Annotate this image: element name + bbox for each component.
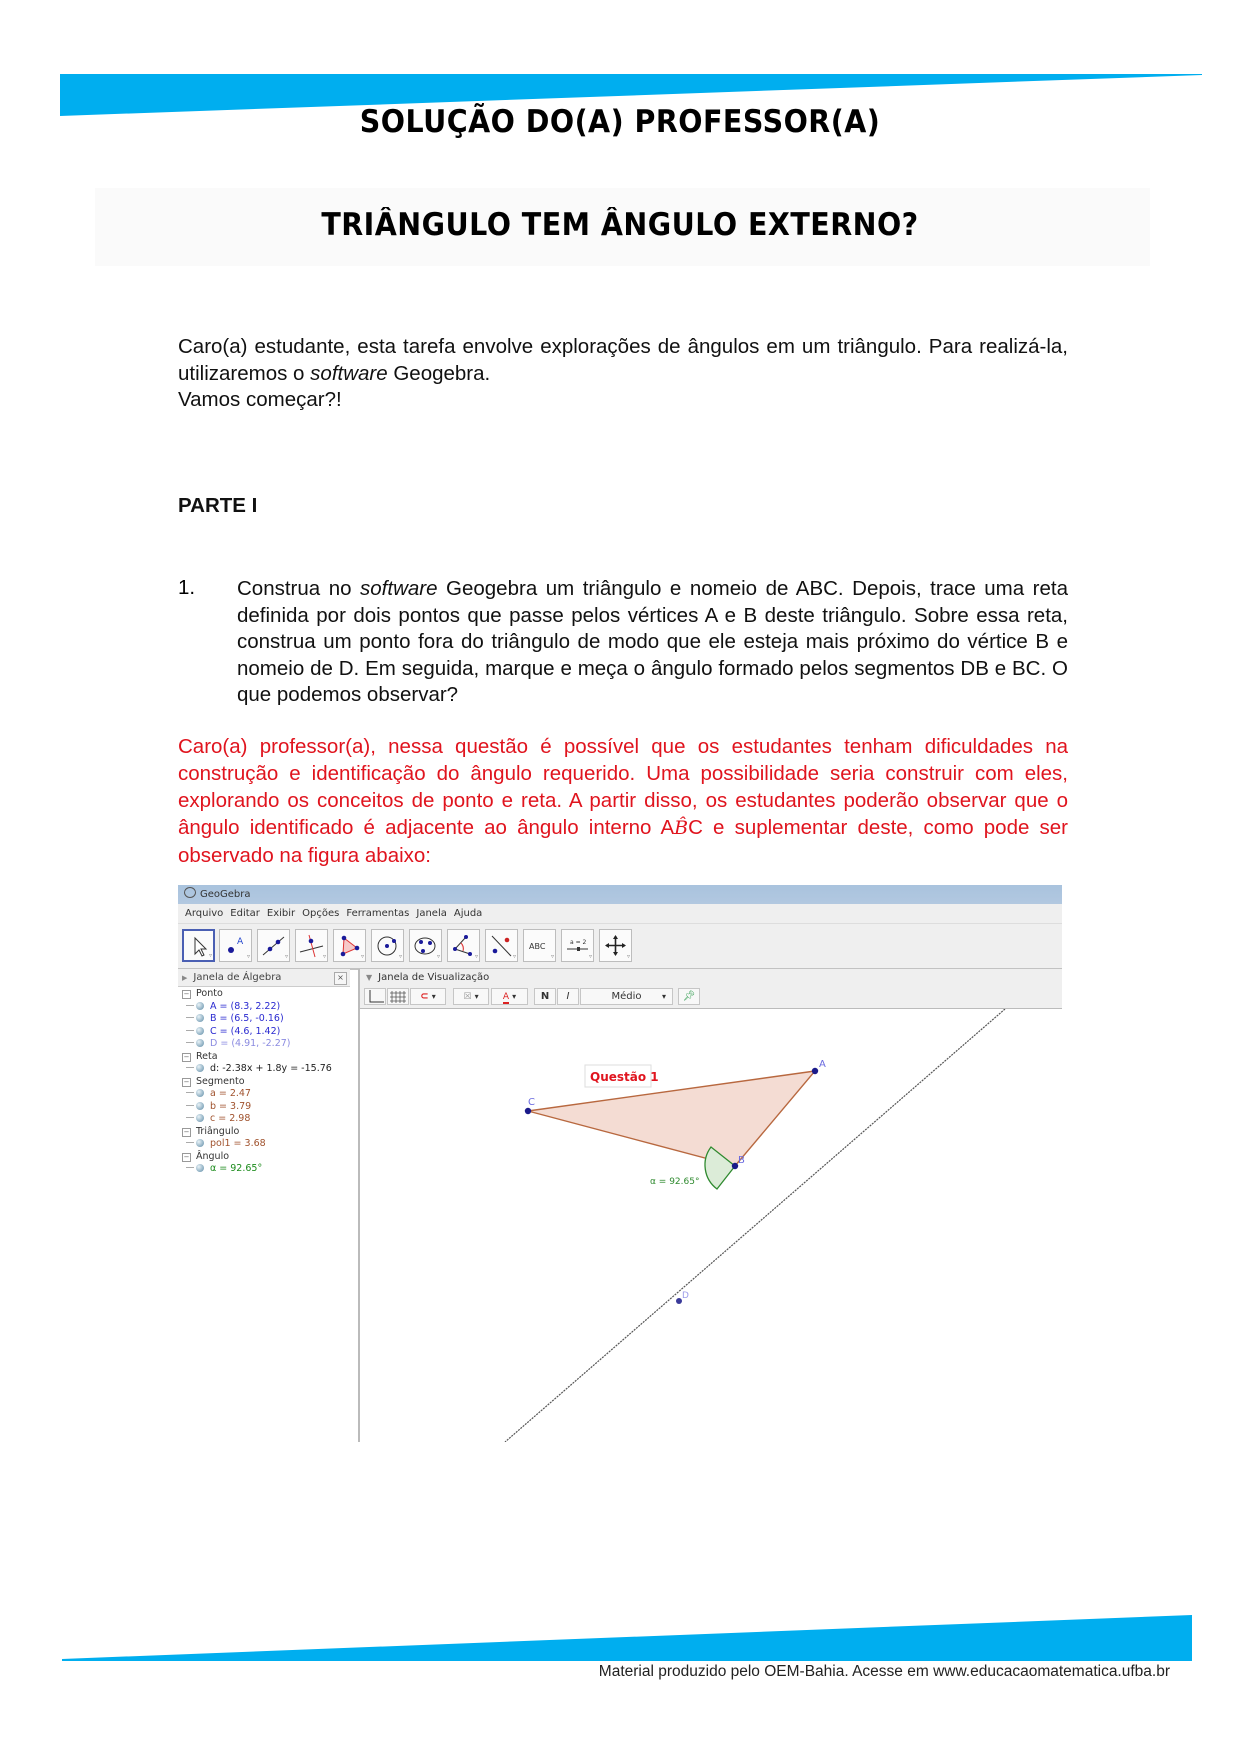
text-tool-button[interactable]: ABC ▿	[523, 929, 556, 962]
toggle-axes-button[interactable]	[364, 988, 386, 1005]
graphics-view[interactable]	[360, 1009, 1062, 1442]
text-size-dropdown[interactable]	[580, 988, 673, 1005]
teacher-note-start: Caro(a) professor(a), nessa questão é possível que os estudantes tenham dificuldades na construção e identificação do ângulo requerido. Uma possibilidade seria construir com eles, explorando os conceitos de ponto e reta. A partir disso, os estudantes poderão observar que o ângulo identificado é adjacente ao ângulo interno A	[178, 735, 1068, 839]
collapse-icon[interactable]: −	[183, 1127, 190, 1136]
intro-text-end: Geogebra.	[387, 361, 491, 385]
dropdown-arrow-icon: ▾	[512, 992, 517, 1001]
point-icon	[223, 933, 248, 958]
dropdown-arrow-icon: ▾	[431, 992, 436, 1001]
grid-icon	[388, 989, 408, 1004]
algebra-object[interactable]	[182, 1012, 284, 1025]
collapse-triangle-icon[interactable]: ▼	[366, 973, 373, 982]
visibility-toggle-icon[interactable]	[196, 1114, 204, 1122]
move-tool-button[interactable]: ▿	[182, 929, 215, 962]
point-capture-dropdown[interactable]	[410, 988, 446, 1005]
axes-icon	[365, 989, 385, 1004]
point-c[interactable]	[525, 1108, 531, 1114]
label-d: D	[682, 1291, 689, 1301]
label-style-dropdown[interactable]	[453, 988, 489, 1005]
visibility-toggle-icon[interactable]	[196, 1014, 204, 1022]
dropdown-arrow-icon: ▾	[474, 992, 479, 1001]
question-text	[237, 576, 1068, 709]
algebra-category[interactable]	[182, 1150, 229, 1163]
svg-text:a = 2: a = 2	[570, 939, 587, 946]
line-tool-button[interactable]: ▿	[257, 929, 290, 962]
toggle-grid-button[interactable]	[387, 988, 409, 1005]
algebra-object[interactable]	[182, 1087, 251, 1100]
teacher-note	[178, 733, 1068, 869]
menu-ferramentas[interactable]: Ferramentas	[346, 908, 410, 919]
menu-janela[interactable]: Janela	[416, 908, 447, 919]
angle-icon	[451, 933, 476, 958]
text-icon	[527, 933, 552, 958]
question-label: Questão 1	[590, 1070, 659, 1084]
collapse-icon[interactable]: −	[183, 1152, 190, 1161]
algebra-object-value: α = 92.65°	[210, 1163, 263, 1174]
page-subtitle: TRIÂNGULO TEM ÂNGULO EXTERNO?	[321, 207, 919, 243]
reflect-icon	[489, 933, 514, 958]
label-c: C	[528, 1097, 535, 1108]
algebra-object-value: B = (6.5, -0.16)	[210, 1013, 284, 1024]
algebra-object[interactable]	[182, 1062, 332, 1075]
intro-text-start: Caro(a) estudante, esta tarefa envolve explorações de ângulos em um triângulo. Para realizá-la, utilizaremos o	[178, 335, 1068, 385]
visibility-toggle-icon[interactable]	[196, 1139, 204, 1147]
footer-decorative-band	[62, 1615, 1192, 1661]
visibility-toggle-icon[interactable]	[196, 1039, 204, 1047]
algebra-object[interactable]	[182, 1137, 266, 1150]
angle-alpha-label: α = 92.65°	[650, 1177, 700, 1187]
expand-triangle-icon[interactable]: ▶	[182, 974, 188, 982]
tree-connector	[186, 1030, 194, 1031]
label-box-icon: ☒	[463, 992, 472, 1002]
move-arrows-icon	[603, 933, 628, 958]
footer-credit: Material produzido pelo OEM-Bahia. Acesse em www.educacaomatematica.ufba.br	[598, 1663, 1170, 1680]
algebra-category-label: Ponto	[196, 988, 223, 999]
visibility-toggle-icon[interactable]	[196, 1089, 204, 1097]
slider-tool-button[interactable]: a = 2 ▿	[561, 929, 594, 962]
line-d[interactable]	[505, 1009, 1005, 1442]
geogebra-toolbar	[178, 923, 1062, 970]
algebra-object-value: A = (8.3, 2.22)	[210, 1000, 281, 1012]
italic-button[interactable]: I	[557, 988, 579, 1005]
algebra-object-value: pol1 = 3.68	[210, 1138, 266, 1149]
point-tool-button[interactable]: A ▿	[219, 929, 252, 962]
algebra-object[interactable]	[182, 1000, 280, 1013]
algebra-object[interactable]	[182, 1112, 250, 1125]
algebra-category-label: Reta	[196, 1050, 218, 1062]
dropdown-arrow-icon: ▾	[661, 992, 666, 1001]
geogebra-screenshot	[178, 885, 1062, 1442]
algebra-category[interactable]	[182, 1075, 245, 1088]
intro-text-italic: software	[310, 361, 388, 385]
graphics-style-bar	[360, 986, 1062, 1009]
page-title: SOLUÇÃO DO(A) PROFESSOR(A)	[359, 104, 881, 140]
algebra-object[interactable]	[182, 1100, 251, 1113]
algebra-category-label: Ângulo	[196, 1150, 230, 1162]
window-title: GeoGebra	[200, 889, 251, 900]
tree-connector	[186, 1167, 194, 1168]
menu-exibir[interactable]: Exibir	[266, 908, 296, 919]
algebra-object[interactable]	[182, 1025, 280, 1038]
intro-paragraph	[178, 334, 1068, 414]
text-color-icon: A	[502, 992, 509, 1002]
tree-connector	[186, 1142, 194, 1143]
visibility-toggle-icon[interactable]	[196, 1027, 204, 1035]
algebra-object-value: b = 3.79	[210, 1100, 252, 1112]
conic-tool-button[interactable]: ▿	[409, 929, 442, 962]
algebra-object[interactable]	[182, 1162, 262, 1175]
point-a[interactable]	[812, 1068, 818, 1074]
algebra-category[interactable]	[182, 1125, 239, 1138]
svg-text:ABC: ABC	[529, 942, 546, 951]
tree-connector	[186, 1092, 194, 1093]
text-color-dropdown[interactable]	[491, 988, 528, 1005]
close-panel-button[interactable]: ×	[334, 972, 347, 985]
text-size-value: Médio	[611, 991, 642, 1002]
menu-opcoes[interactable]: Opções	[302, 908, 340, 919]
menu-editar[interactable]: Editar	[230, 908, 260, 919]
geogebra-title-bar	[178, 885, 1062, 904]
tree-connector	[186, 1005, 194, 1006]
intro-call-to-action: Vamos começar?!	[178, 388, 342, 411]
pin-button[interactable]	[678, 988, 700, 1005]
pin-icon: 📌︎	[682, 991, 696, 1002]
algebra-panel-header	[178, 969, 350, 987]
question-text-end: Geogebra um triângulo e nomeio de ABC. Depois, trace uma reta definida por dois pontos que passe pelos vértices A e B deste triângulo. Sobre essa reta, construa um ponto fora do triângulo de modo que ele esteja mais próximo do vértice B e nomeio de D. Em seguida, marque e meça o ângulo formado pelos segmentos DB e BC. O que podemos observar?	[237, 577, 1068, 706]
visibility-toggle-icon[interactable]	[196, 1064, 204, 1072]
polygon-icon	[337, 933, 362, 958]
polygon-tool-button[interactable]: ▿	[333, 929, 366, 962]
move-view-tool-button[interactable]: ▿	[599, 929, 632, 962]
line-icon	[261, 933, 286, 958]
tree-connector	[186, 1042, 194, 1043]
graphics-panel-title: Janela de Visualização	[378, 972, 490, 983]
algebra-category[interactable]	[182, 987, 223, 1000]
algebra-object-value: c = 2.98	[210, 1113, 251, 1124]
svg-text:A: A	[237, 937, 244, 947]
magnet-icon: ⊂	[420, 991, 429, 1002]
slider-icon	[565, 933, 590, 958]
collapse-icon[interactable]: −	[183, 1077, 190, 1086]
tree-connector	[186, 1105, 194, 1106]
label-b: B	[738, 1155, 745, 1166]
collapse-icon[interactable]: −	[183, 1052, 190, 1061]
perpendicular-tool-button[interactable]: ▿	[295, 929, 328, 962]
angle-tool-button[interactable]: ▿	[447, 929, 480, 962]
label-a: A	[819, 1059, 826, 1070]
visibility-toggle-icon[interactable]	[196, 1102, 204, 1110]
algebra-object[interactable]	[182, 1037, 291, 1050]
graphics-panel-header	[360, 969, 1062, 986]
algebra-panel-title: Janela de Álgebra	[193, 972, 282, 983]
teacher-note-end: C e suplementar deste, como pode ser observado na figura abaixo:	[178, 816, 1068, 867]
collapse-icon[interactable]: −	[183, 990, 190, 998]
menu-ajuda[interactable]: Ajuda	[453, 908, 483, 919]
visibility-toggle-icon[interactable]	[196, 1002, 204, 1010]
tree-connector	[186, 1117, 194, 1118]
bold-button[interactable]: N	[534, 988, 556, 1005]
question-number: 1.	[178, 576, 196, 599]
visibility-toggle-icon[interactable]	[196, 1164, 204, 1172]
tree-connector	[186, 1017, 194, 1018]
algebra-object-value: D = (4.91, -2.27)	[210, 1038, 291, 1049]
algebra-category-label: Segmento	[196, 1075, 245, 1087]
algebra-object-value: C = (4.6, 1.42)	[210, 1025, 281, 1037]
circle-icon	[375, 933, 400, 958]
algebra-object-value: a = 2.47	[210, 1088, 251, 1099]
question-text-start: Construa no	[237, 577, 361, 600]
geogebra-logo-icon	[184, 887, 196, 898]
ellipse-icon	[413, 933, 438, 958]
tree-connector	[186, 1067, 194, 1068]
perpendicular-line-icon	[299, 933, 324, 958]
reflect-tool-button[interactable]: ▿	[485, 929, 518, 962]
angle-vertex-symbol: B̂	[674, 817, 689, 839]
algebra-category-label: Triângulo	[196, 1125, 240, 1137]
triangle-abc[interactable]	[528, 1071, 815, 1166]
algebra-category[interactable]	[182, 1050, 218, 1063]
algebra-object-value: d: -2.38x + 1.8y = -15.76	[210, 1063, 332, 1074]
menu-arquivo[interactable]: Arquivo	[185, 908, 224, 919]
section-title: PARTE I	[178, 494, 258, 517]
circle-tool-button[interactable]: ▿	[371, 929, 404, 962]
question-text-italic: software	[360, 577, 438, 600]
geogebra-menu-bar	[178, 904, 1062, 923]
